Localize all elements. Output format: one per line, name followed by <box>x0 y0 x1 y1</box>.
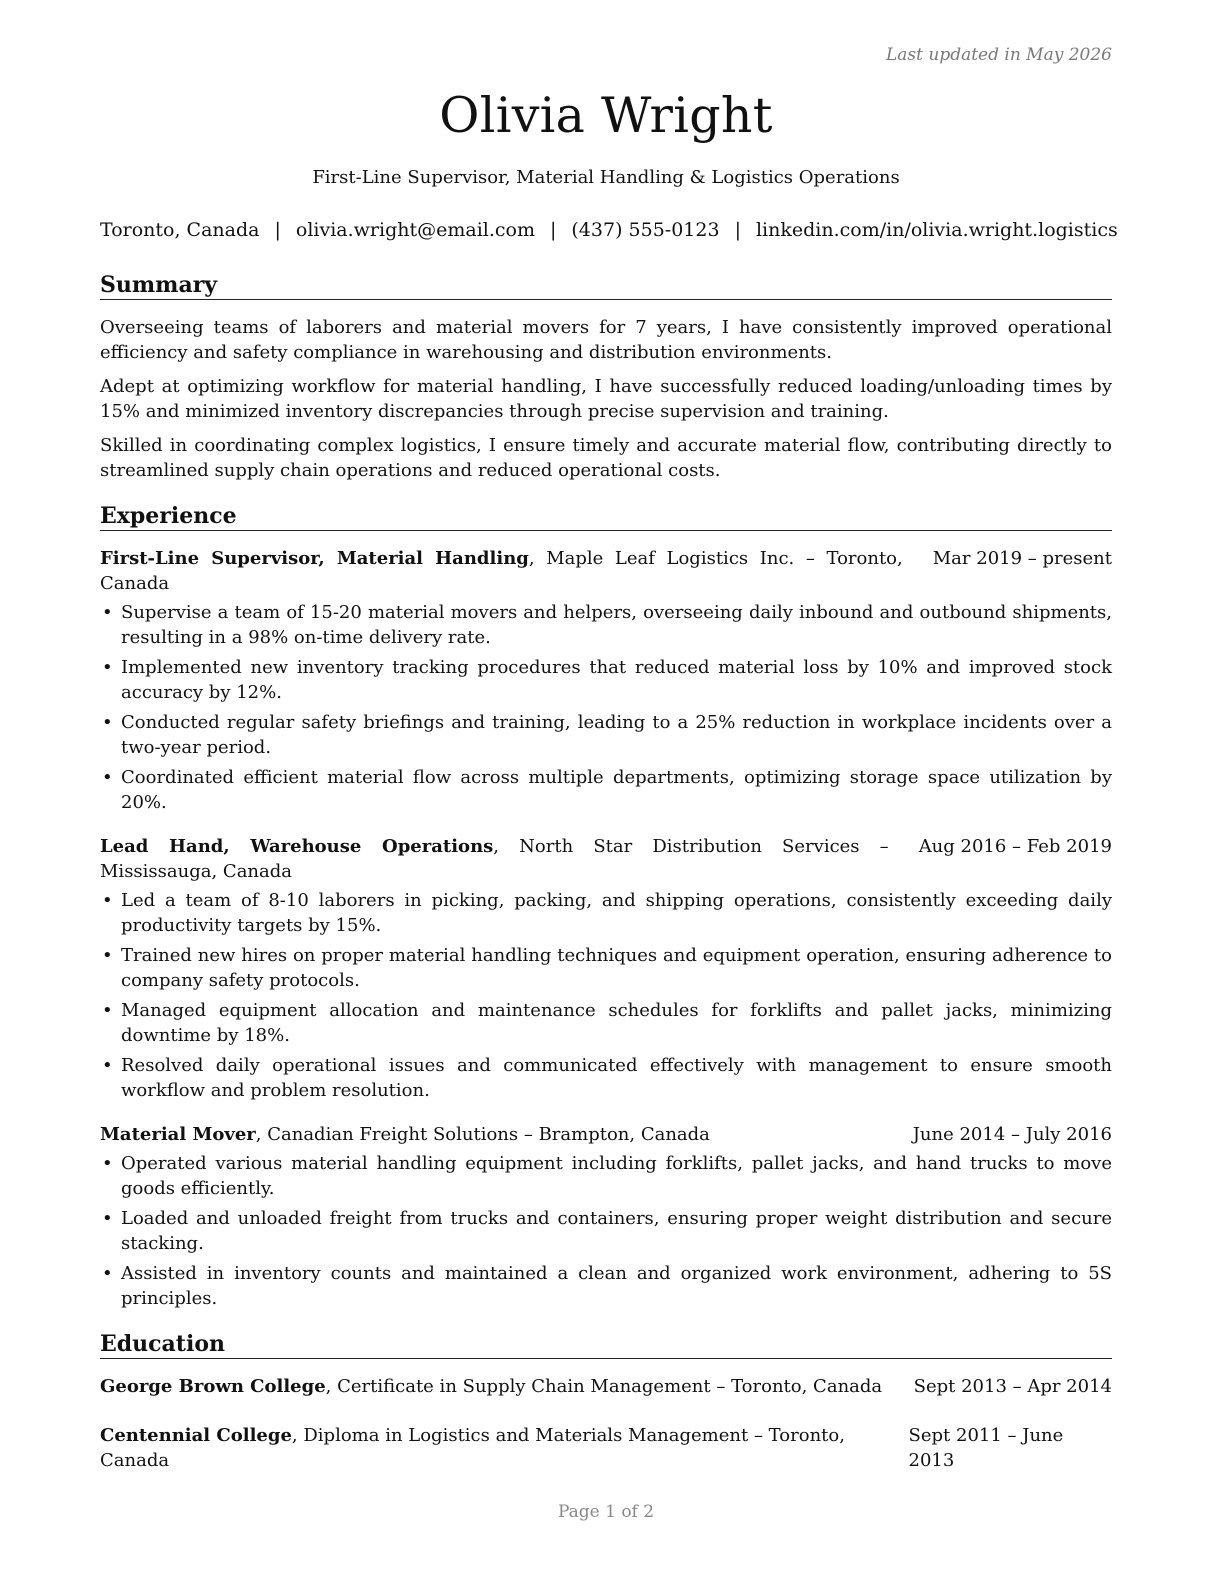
summary-section <box>100 272 1112 483</box>
contact-separator: | <box>734 219 741 241</box>
education-entry <box>100 1374 1112 1399</box>
resume-page <box>100 0 1118 1584</box>
job-dates: June 2014 – July 2016 <box>912 1124 1112 1145</box>
job-header <box>100 834 1112 884</box>
last-updated-note: Last updated in May 2026 <box>885 45 1112 65</box>
job-bullets <box>100 1151 1112 1311</box>
summary-paragraph: Adept at optimizing workflow for material handling, I have successfully reduced loading/unloading times by 15% and minimized inventory discrepancies through precise supervision and training. <box>100 376 1112 422</box>
job-bullet: • Trained new hires on proper material handling techniques and equipment operation, ensuring adherence to company safety protocols. <box>100 943 1112 993</box>
contact-separator: | <box>549 219 557 241</box>
contact-email[interactable]: olivia.wright@email.com <box>295 219 535 241</box>
education-section <box>100 1331 1112 1473</box>
section-title-summary: Summary <box>100 272 1112 300</box>
job-entry <box>100 546 1112 815</box>
contact-linkedin[interactable]: linkedin.com/in/olivia.wright.logistics <box>755 219 1118 241</box>
education-line <box>100 1374 882 1399</box>
education-detail: , Certificate in Supply Chain Management – Toronto, Canada <box>325 1376 883 1397</box>
candidate-name: Olivia Wright <box>439 87 773 144</box>
education-list <box>100 1374 1112 1473</box>
contact-phone: (437) 555-0123 <box>571 219 720 241</box>
education-dates: Sept 2013 – Apr 2014 <box>913 1376 1112 1397</box>
job-bullet: • Coordinated efficient material flow across multiple departments, optimizing storage space utilization by 20%. <box>100 765 1112 815</box>
job-role: First-Line Supervisor, Material Handling <box>100 548 529 569</box>
job-bullets <box>100 888 1112 1103</box>
education-entry <box>100 1423 1112 1473</box>
job-bullet: • Operated various material handling equipment including forklifts, pallet jacks, and hand trucks to move goods efficiently. <box>100 1151 1112 1201</box>
education-school: Centennial College <box>100 1425 292 1446</box>
job-bullet: • Assisted in inventory counts and maintained a clean and organized work environment, adhering to 5S principles. <box>100 1261 1112 1311</box>
job-bullet: • Implemented new inventory tracking procedures that reduced material loss by 10% and improved stock accuracy by 12%. <box>100 655 1112 705</box>
job-dates: Mar 2019 – present <box>932 548 1112 569</box>
job-entry <box>100 834 1112 1103</box>
experience-section <box>100 503 1112 1311</box>
job-role: Material Mover <box>100 1124 256 1145</box>
job-bullet: • Supervise a team of 15-20 material movers and helpers, overseeing daily inbound and outbound shipments, resulting in a 98% on-time delivery rate. <box>100 600 1112 650</box>
section-title-education: Education <box>100 1331 1112 1359</box>
job-bullet: • Conducted regular safety briefings and training, leading to a 25% reduction in workplace incidents over a two-year period. <box>100 710 1112 760</box>
job-title-line <box>100 546 933 596</box>
page-number: Page 1 of 2 <box>557 1502 655 1522</box>
job-bullet: • Led a team of 8-10 laborers in picking, packing, and shipping operations, consistently exceeding daily productivity targets by 15%. <box>100 888 1112 938</box>
contact-line <box>100 219 1118 241</box>
candidate-headline: First-Line Supervisor, Material Handling & Logistics Operations <box>312 167 900 188</box>
job-header <box>100 546 1112 596</box>
education-line <box>100 1423 909 1473</box>
job-title-line <box>100 834 919 884</box>
education-detail: , Diploma in Logistics and Materials Management – Toronto, Canada <box>100 1425 845 1471</box>
contact-location: Toronto, Canada <box>100 219 260 241</box>
education-school: George Brown College <box>100 1376 326 1397</box>
section-title-experience: Experience <box>100 503 1112 531</box>
job-bullet: • Resolved daily operational issues and communicated effectively with management to ensure smooth workflow and problem resolution. <box>100 1053 1112 1103</box>
education-dates: Sept 2011 – June 2013 <box>908 1425 1064 1471</box>
job-employer: , Canadian Freight Solutions – Brampton, Canada <box>255 1124 710 1145</box>
resume-content <box>100 272 1112 1497</box>
job-role: Lead Hand, Warehouse Operations <box>100 836 494 857</box>
summary-paragraph: Skilled in coordinating complex logistics, I ensure timely and accurate material flow, contributing directly to streamlined supply chain operations and reduced operational costs. <box>100 435 1112 481</box>
summary-paragraph: Overseeing teams of laborers and material movers for 7 years, I have consistently improved operational efficiency and safety compliance in warehousing and distribution environments. <box>100 317 1112 363</box>
job-employer: , Maple Leaf Logistics Inc. – Toronto, Canada <box>100 548 903 594</box>
contact-separator: | <box>274 219 281 241</box>
job-title-line <box>100 1122 913 1147</box>
job-bullet: • Loaded and unloaded freight from trucks and containers, ensuring proper weight distribution and secure stacking. <box>100 1206 1112 1256</box>
job-header <box>100 1122 1112 1147</box>
job-bullet: • Managed equipment allocation and maintenance schedules for forklifts and pallet jacks, minimizing downtime by 18%. <box>100 998 1112 1048</box>
job-dates: Aug 2016 – Feb 2019 <box>918 836 1112 857</box>
job-employer: , North Star Distribution Services – Mississauga, Canada <box>100 836 889 882</box>
job-entry <box>100 1122 1112 1311</box>
job-bullets <box>100 600 1112 815</box>
job-list <box>100 546 1112 1311</box>
